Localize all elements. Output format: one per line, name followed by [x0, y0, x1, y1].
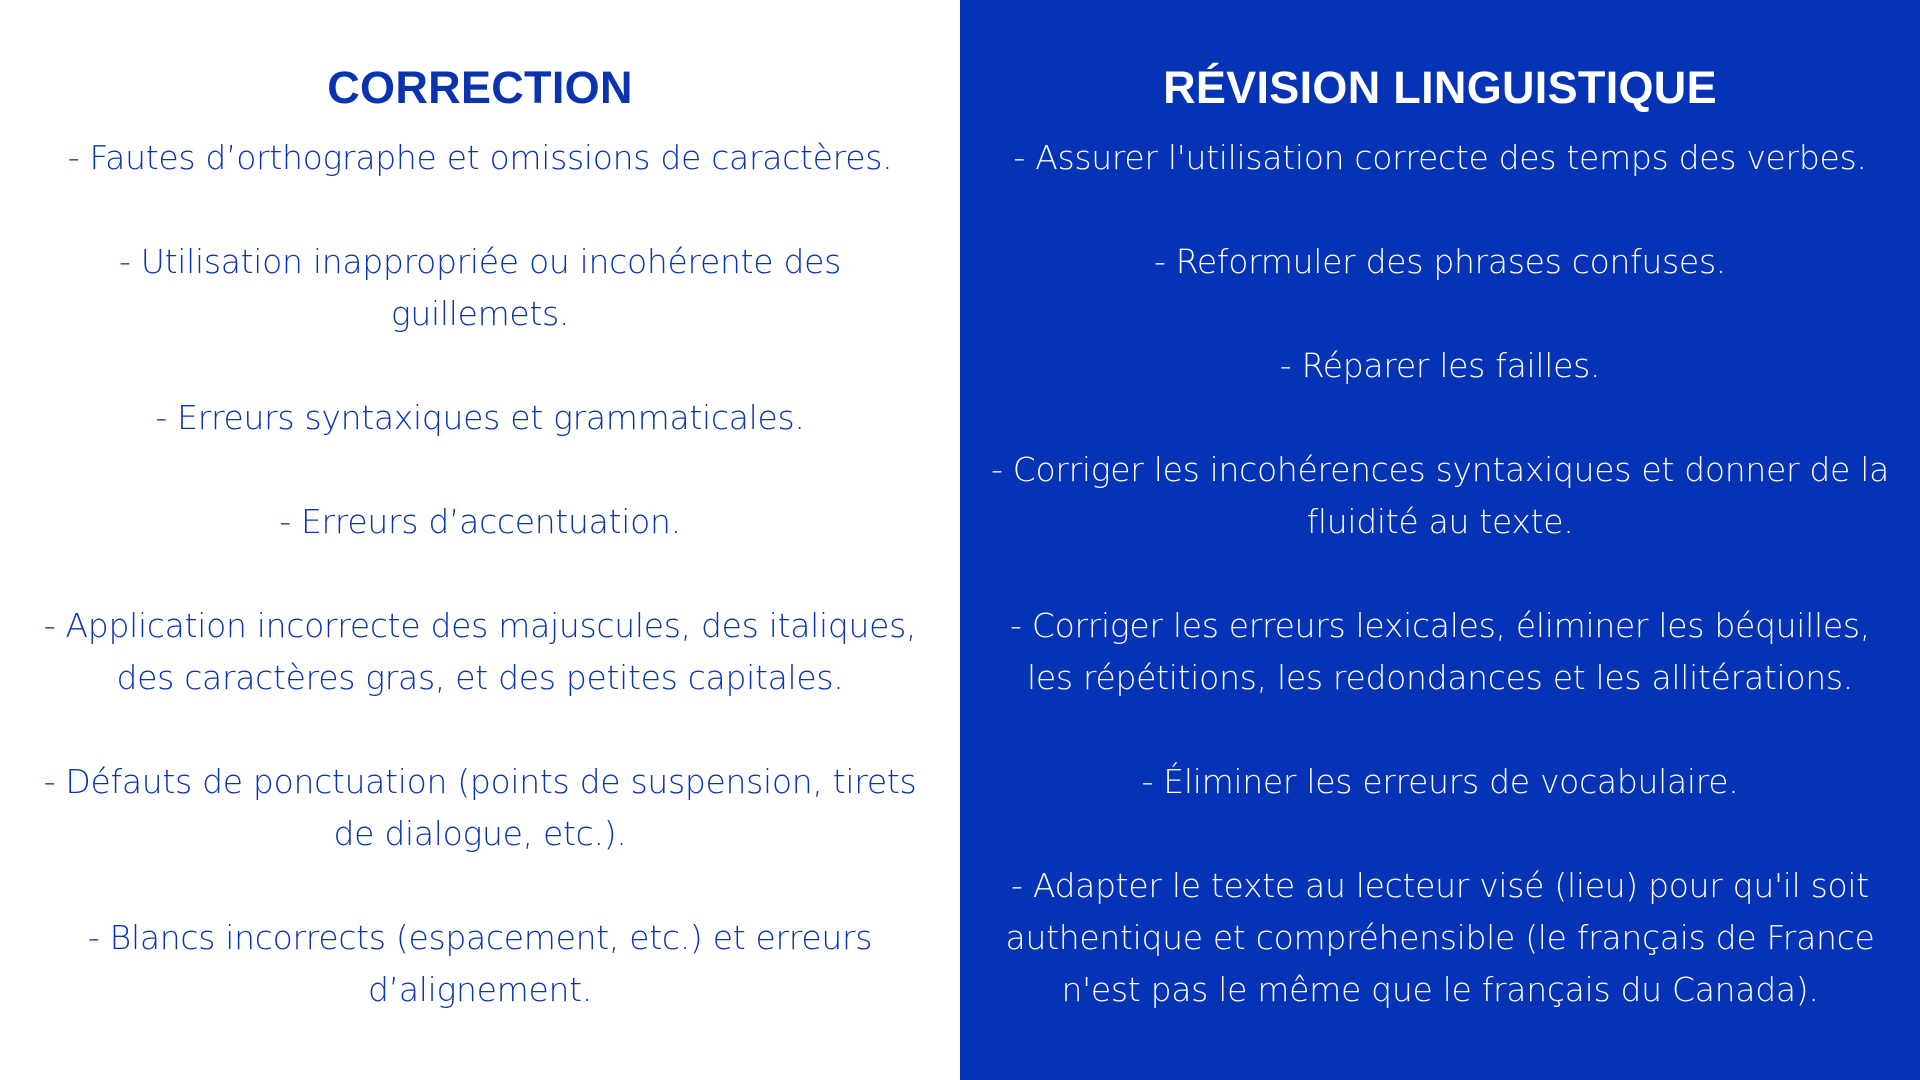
revision-item-fix-gaps: - Réparer les failles. [1279, 346, 1601, 385]
correction-item-punctuation: - Défauts de ponctuation (points de suspension, tirets de dialogue, etc.). [43, 762, 917, 853]
correction-item-spelling: - Fautes d’orthographe et omissions de caractères. [67, 138, 893, 177]
correction-item-accents: - Erreurs d’accentuation. [279, 502, 681, 541]
revision-item-fluidity: - Corriger les incohérences syntaxiques et donner de la fluidité au texte. [990, 450, 1890, 541]
revision-panel [960, 0, 1920, 1080]
correction-item-spacing: - Blancs incorrects (espacement, etc.) et erreurs d’alignement. [87, 918, 873, 1009]
correction-item-typography: - Application incorrecte des majuscules, des italiques, des caractères gras, et des petites capitales. [43, 606, 917, 697]
revision-item-audience: - Adapter le texte au lecteur visé (lieu) pour qu'il soit authentique et compréhensible (le français de France n'est pas le même que le français du Canada). [1005, 866, 1875, 1009]
revision-item-vocabulary: - Éliminer les erreurs de vocabulaire. [1141, 762, 1739, 801]
correction-title: CORRECTION [327, 62, 633, 113]
correction-list [40, 132, 920, 1016]
revision-item-verb-tenses: - Assurer l'utilisation correcte des temps des verbes. [1013, 138, 1867, 177]
revision-list [990, 132, 1890, 1016]
revision-item-lexical: - Corriger les erreurs lexicales, éliminer les béquilles, les répétitions, les redondances et les allitérations. [1010, 606, 1870, 697]
correction-item-quotes: - Utilisation inappropriée ou incohérente des guillemets. [118, 242, 842, 333]
revision-title: RÉVISION LINGUISTIQUE [1163, 62, 1717, 113]
correction-item-syntax: - Erreurs syntaxiques et grammaticales. [155, 398, 805, 437]
revision-item-rephrase: - Reformuler des phrases confuses. [1153, 242, 1727, 281]
